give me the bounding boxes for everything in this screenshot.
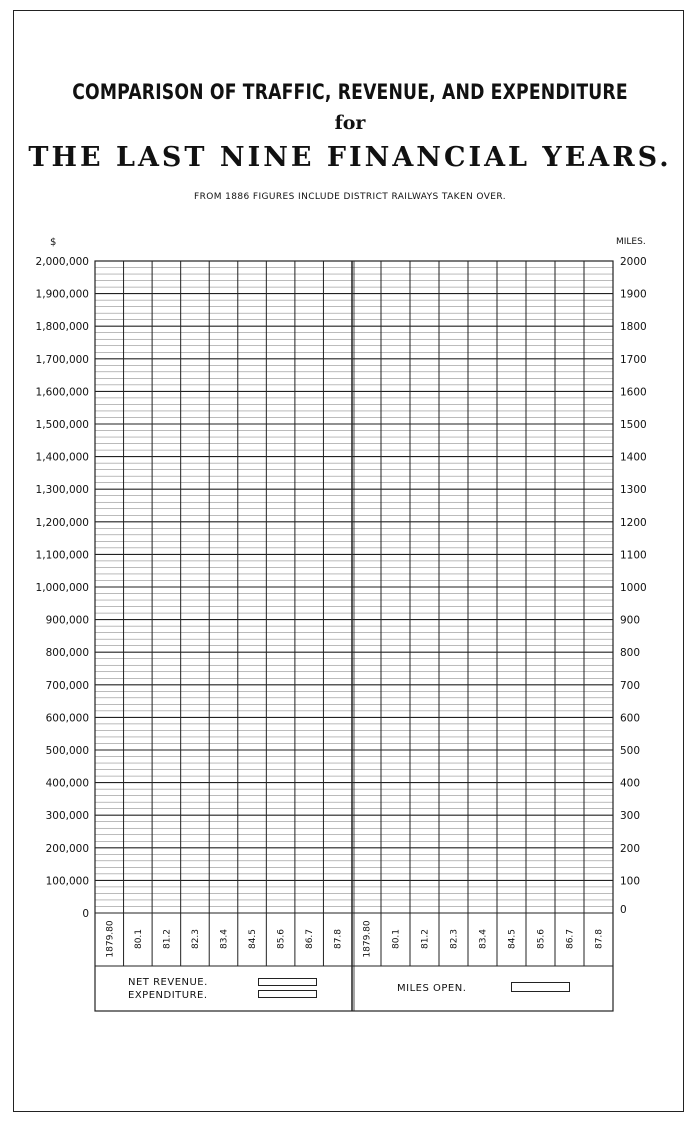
right-tick-label: 1500 [620, 419, 647, 431]
left-tick-label: 1,000,000 [35, 582, 89, 594]
right-panel-category-label: 81.2 [420, 928, 431, 950]
left-tick-label: 1,500,000 [35, 419, 89, 431]
right-tick-label: 500 [620, 745, 641, 757]
right-tick-label: 1700 [620, 353, 647, 366]
left-tick-label: 200,000 [45, 842, 89, 855]
right-panel-category-label: 83.4 [478, 928, 489, 950]
left-panel-category-label: 87.8 [333, 928, 344, 950]
right-tick-label: 1400 [620, 451, 647, 464]
legend-miles-open-label: MILES OPEN. [397, 983, 467, 994]
right-panel-category-label: 1879.80 [362, 920, 373, 958]
left-panel-category-label: 1879.80 [105, 920, 116, 958]
right-panel-category-label: 82.3 [449, 928, 460, 950]
legend-net-revenue-swatch [258, 978, 317, 986]
legend-net-revenue-label: NET REVENUE. [128, 977, 208, 988]
left-panel-category-label: 80.1 [133, 928, 144, 950]
left-panel-category-label: 84.5 [248, 928, 259, 950]
left-axis-unit: $ [50, 237, 57, 248]
right-tick-label: 2000 [620, 256, 647, 268]
left-panel-category-label: 82.3 [190, 928, 201, 950]
left-tick-label: 1,400,000 [35, 451, 89, 464]
right-tick-label: 600 [620, 712, 641, 725]
right-tick-label: 400 [620, 777, 641, 790]
right-tick-label: 1900 [620, 288, 647, 301]
left-tick-label: 500,000 [45, 745, 89, 757]
right-tick-label: 1600 [620, 386, 647, 399]
left-panel-category-label: 85.6 [276, 928, 287, 950]
left-tick-label: 1,200,000 [35, 516, 89, 529]
left-tick-label: 2,000,000 [35, 256, 89, 268]
left-tick-label: 1,600,000 [35, 386, 89, 399]
right-tick-label: 700 [620, 679, 641, 692]
left-panel-category-label: 86.7 [305, 928, 316, 950]
left-panel-category-label: 81.2 [162, 928, 173, 950]
left-tick-label: 900,000 [45, 614, 89, 627]
right-tick-label: 200 [620, 842, 641, 855]
right-tick-label: 1000 [620, 582, 647, 594]
right-panel-category-label: 85.6 [536, 928, 547, 950]
left-tick-label: 300,000 [45, 810, 89, 823]
chart-title-line2: for [334, 112, 366, 134]
left-tick-label: 1,800,000 [35, 321, 89, 334]
right-tick-label: 1300 [620, 484, 647, 497]
right-tick-label: 1100 [620, 549, 647, 562]
left-tick-label: 0 [82, 908, 89, 920]
right-panel-category-label: 84.5 [507, 928, 518, 950]
chart-title-line1: COMPARISON OF TRAFFIC, REVENUE, AND EXPENDITURE [72, 80, 628, 104]
left-tick-label: 400,000 [45, 777, 89, 790]
left-tick-label: 1,100,000 [35, 549, 89, 562]
left-tick-label: 600,000 [45, 712, 89, 725]
right-axis-unit: MILES. [616, 237, 646, 247]
left-tick-label: 1,700,000 [35, 353, 89, 366]
right-panel-category-label: 87.8 [594, 928, 605, 950]
left-tick-label: 1,900,000 [35, 288, 89, 301]
left-tick-label: 1,300,000 [35, 484, 89, 497]
right-tick-label: 300 [620, 810, 641, 823]
legend-expenditure-swatch [258, 990, 317, 998]
chart-title-line3: THE LAST NINE FINANCIAL YEARS. [28, 142, 672, 173]
right-panel-category-label: 80.1 [391, 928, 402, 950]
left-tick-label: 800,000 [45, 647, 89, 660]
right-tick-label: 1200 [620, 516, 647, 529]
right-tick-label: 100 [620, 875, 641, 888]
right-tick-label: 800 [620, 647, 641, 660]
left-panel-category-label: 83.4 [219, 928, 230, 950]
right-tick-label: 900 [620, 614, 641, 627]
right-tick-label: 0 [620, 904, 627, 916]
right-panel-category-label: 86.7 [565, 928, 576, 950]
legend-miles-open-swatch [511, 982, 570, 992]
legend-expenditure-label: EXPENDITURE. [128, 990, 208, 1001]
right-tick-label: 1800 [620, 321, 647, 334]
left-tick-label: 700,000 [45, 679, 89, 692]
left-tick-label: 100,000 [45, 875, 89, 888]
chart-subtitle: FROM 1886 FIGURES INCLUDE DISTRICT RAILWAYS TAKEN OVER. [194, 192, 506, 202]
